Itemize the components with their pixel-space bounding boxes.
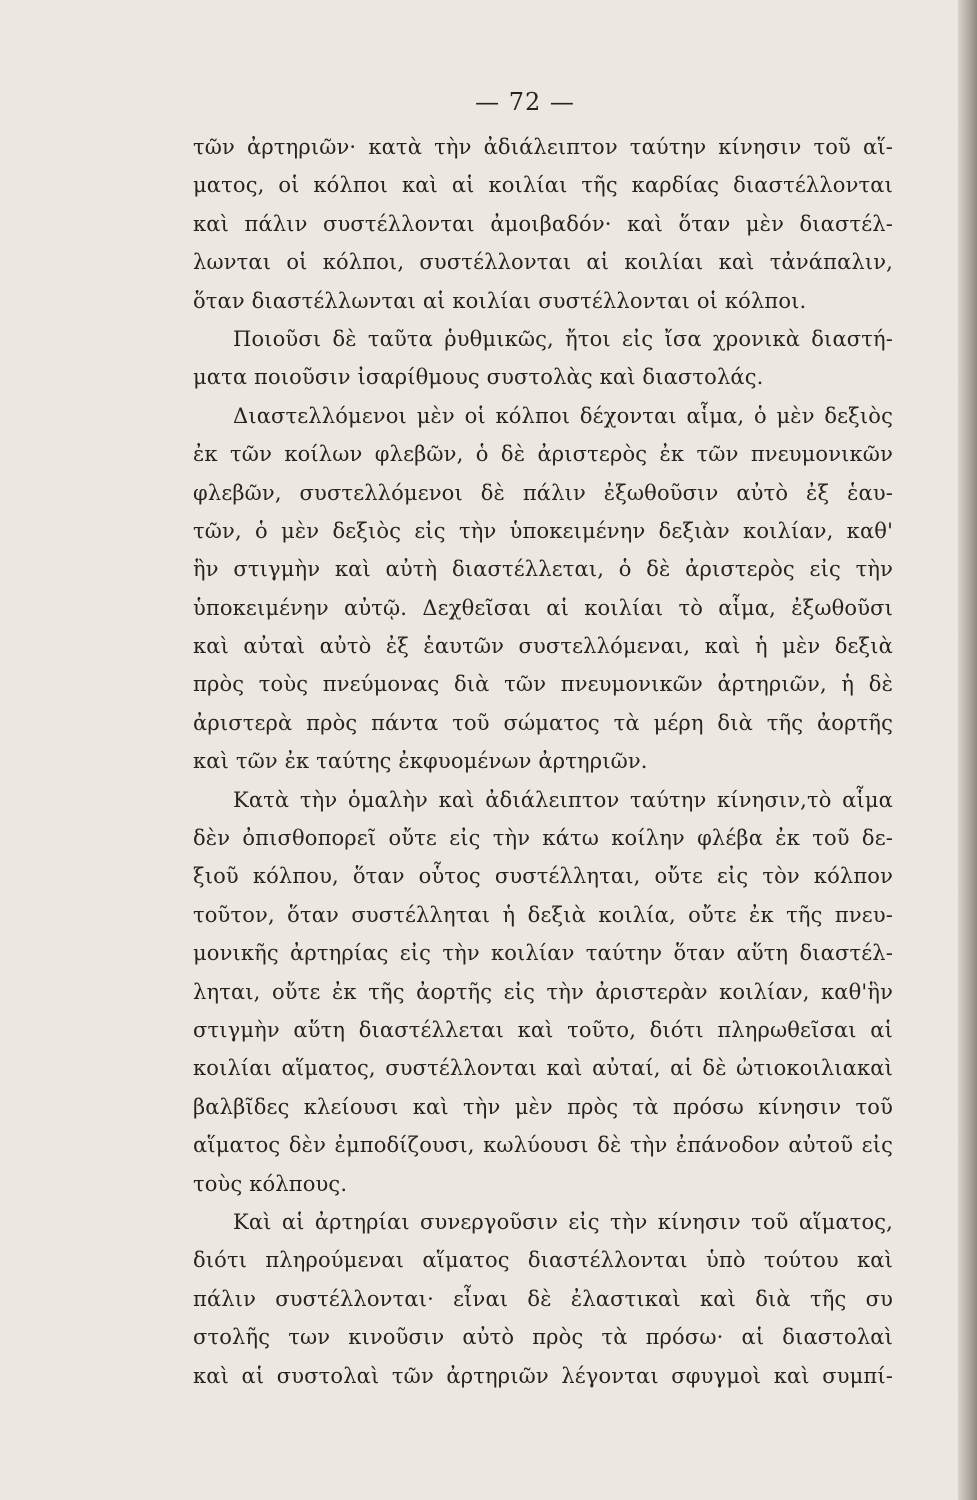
text-line: καὶ τῶν ἐκ ταύτης ἐκφυομένων ἀρτηριῶν. [193,749,648,774]
text-line: κοιλίαι αἵματος, συστέλλονται καὶ αὐταί, αἱ δὲ ὠτιοκοιλιακαὶ [193,1056,893,1081]
text-line: ματος, οἱ κόλποι καὶ αἱ κοιλίαι τῆς καρδίας διαστέλλονται [193,173,893,198]
text-line: πάλιν συστέλλονται· εἶναι δὲ ἐλαστικαὶ καὶ διὰ τῆς συ [193,1286,893,1311]
text-line: ματα ποιοῦσιν ἰσαρίθμους συστολὰς καὶ διαστολάς. [193,365,764,390]
text-line: μονικῆς ἀρτηρίας εἰς τὴν κοιλίαν ταύτην ὅταν αὕτη διαστέλ- [193,941,893,966]
text-line: διότι πληρούμεναι αἵματος διαστέλλονται ὑπὸ τούτου καὶ [193,1248,893,1273]
text-line: αἵματος δὲν ἐμποδίζουσι, κωλύουσι δὲ τὴν ἐπάνοδον αὐτοῦ εἰς [193,1133,893,1158]
text-line: δὲν ὀπισθοπορεῖ οὔτε εἰς τὴν κάτω κοίλην φλέβα ἐκ τοῦ δε- [193,826,893,851]
text-line: Κατὰ τὴν ὁμαλὴν καὶ ἀδιάλειπτον ταύτην κίνησιν,τὸ αἷμα [233,787,893,812]
text-line: ληται, οὔτε ἐκ τῆς ἀορτῆς εἰς τὴν ἀριστερὰν κοιλίαν, καθ'ἣν [193,979,893,1004]
text-line: τῶν ἀρτηριῶν· κατὰ τὴν ἀδιάλειπτον ταύτην κίνησιν τοῦ αἵ- [193,135,893,159]
text-line: φλεβῶν, συστελλόμενοι δὲ πάλιν ἐξωθοῦσιν αὐτὸ ἐξ ἑαυ- [193,480,893,505]
text-line: καὶ αἱ συστολαὶ τῶν ἀρτηριῶν λέγονται σφυγμοὶ καὶ συμπί- [193,1363,893,1388]
page-number: — 72 — [475,88,575,116]
text-line: Ποιοῦσι δὲ ταῦτα ῥυθμικῶς, ἤτοι εἰς ἴσα χρονικὰ διαστή- [233,326,893,351]
text-line: τοὺς κόλπους. [193,1171,348,1196]
text-line: Διαστελλόμενοι μὲν οἱ κόλποι δέχονται αἷμα, ὁ μὲν δεξιὸς [233,403,893,428]
text-line: πρὸς τοὺς πνεύμονας διὰ τῶν πνευμονικῶν ἀρτηριῶν, ἡ δὲ [193,672,893,697]
text-line: λωνται οἱ κόλποι, συστέλλονται αἱ κοιλίαι καὶ τἀνάπαλιν, [193,250,893,275]
text-line: ὑποκειμένην αὐτῷ. Δεχθεῖσαι αἱ κοιλίαι τὸ αἷμα, ἐξωθοῦσι [193,595,893,620]
text-line: ἐκ τῶν κοίλων φλεβῶν, ὁ δὲ ἀριστερὸς ἐκ τῶν πνευμονικῶν [193,442,893,467]
text-line: καὶ πάλιν συστέλλονται ἀμοιβαδόν· καὶ ὅταν μὲν διαστέλ- [193,211,893,236]
text-line: ὅταν διαστέλλωνται αἱ κοιλίαι συστέλλονται οἱ κόλποι. [193,288,807,313]
text-line: ἣν στιγμὴν καὶ αὐτὴ διαστέλλεται, ὁ δὲ ἀριστερὸς εἰς τὴν [193,557,893,582]
text-line: στιγμὴν αὕτη διαστέλλεται καὶ τοῦτο, διότι πληρωθεῖσαι αἱ [193,1017,893,1042]
text-line: ἀριστερὰ πρὸς πάντα τοῦ σώματος τὰ μέρη διὰ τῆς ἀορτῆς [193,710,893,735]
text-line: ξιοῦ κόλπου, ὅταν οὗτος συστέλληται, οὔτε εἰς τὸν κόλπον [193,864,893,889]
text-line: τοῦτον, ὅταν συστέλληται ἡ δεξιὰ κοιλία, οὔτε ἐκ τῆς πνευ- [193,902,893,927]
text-line: Καὶ αἱ ἀρτηρίαι συνεργοῦσιν εἰς τὴν κίνησιν τοῦ αἵματος, [233,1209,893,1234]
text-line: βαλβῖδες κλείουσι καὶ τὴν μὲν πρὸς τὰ πρόσω κίνησιν τοῦ [193,1094,893,1119]
page-edge-shadow [958,0,977,1500]
body-text [193,128,893,1395]
text-line: στολῆς των κινοῦσιν αὐτὸ πρὸς τὰ πρόσω· αἱ διαστολαὶ [193,1325,893,1350]
text-line: τῶν, ὁ μὲν δεξιὸς εἰς τὴν ὑποκειμένην δεξιὰν κοιλίαν, καθ' [193,518,893,543]
text-line: καὶ αὐταὶ αὐτὸ ἐξ ἑαυτῶν συστελλόμεναι, καὶ ἡ μὲν δεξιὰ [193,634,893,659]
